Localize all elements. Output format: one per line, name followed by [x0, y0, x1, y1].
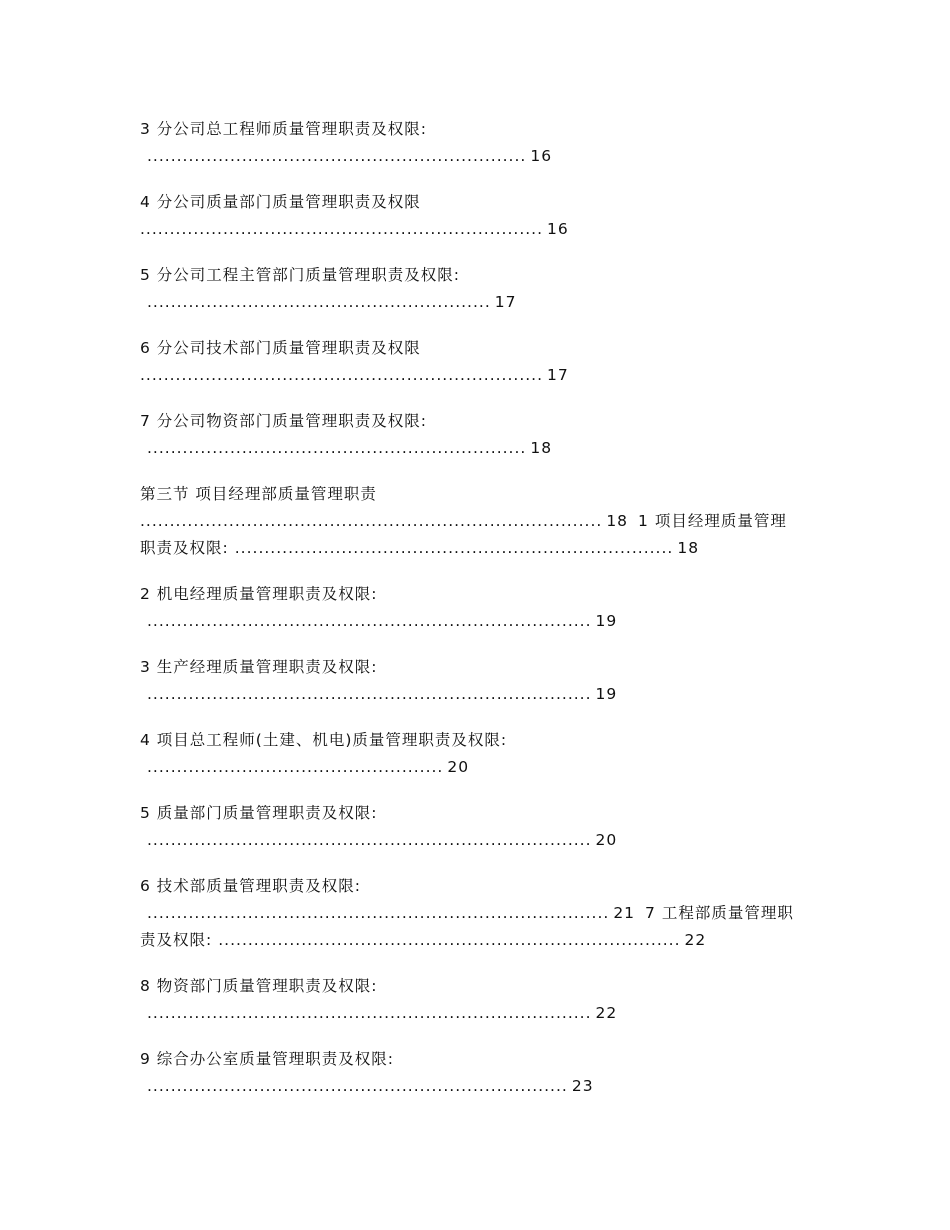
- toc-entry-leader: [140, 535, 820, 562]
- toc-section-title: 第三节 项目经理部质量管理职责: [140, 485, 377, 503]
- toc-entry-leader: [140, 143, 820, 170]
- toc-leader-dots: ...........................................................................: [147, 831, 592, 849]
- toc-entry-title: 2 机电经理质量管理职责及权限:: [140, 585, 378, 603]
- toc-leader-dots: ..............................................................................: [140, 512, 603, 530]
- toc-entry-leader: [140, 900, 820, 927]
- toc-entry-title: 3 生产经理质量管理职责及权限:: [140, 658, 378, 676]
- toc-entry-leader: [140, 435, 820, 462]
- toc-page-number: 23: [571, 1077, 594, 1095]
- toc-entry[interactable]: [140, 335, 820, 389]
- toc-entry-leader: [140, 681, 820, 708]
- toc-entry-title-continued: 职责及权限:: [140, 539, 229, 557]
- toc-entry-title: 7 分公司物资部门质量管理职责及权限:: [140, 412, 428, 430]
- toc-leader-dots: ..............................................................................: [218, 931, 681, 949]
- toc-entry[interactable]: [140, 189, 820, 243]
- toc-leader-dots: ...........................................................................: [147, 1004, 592, 1022]
- toc-page-number: 21: [613, 904, 636, 922]
- toc-entry[interactable]: [140, 408, 820, 462]
- toc-page-number: 16: [547, 220, 569, 238]
- toc-leader-dots: ..............................................................................: [147, 904, 610, 922]
- toc-page-number: 17: [494, 293, 517, 311]
- toc-leader-dots: ..........................................................: [147, 293, 491, 311]
- toc-entry-title: 5 质量部门质量管理职责及权限:: [140, 804, 378, 822]
- toc-entry[interactable]: [140, 581, 820, 635]
- toc-entry-title: 3 分公司总工程师质量管理职责及权限:: [140, 120, 428, 138]
- toc-entry-title: 4 项目总工程师(土建、机电)质量管理职责及权限:: [140, 731, 508, 749]
- toc-entry-title-continued: 责及权限:: [140, 931, 213, 949]
- toc-entry[interactable]: [140, 262, 820, 316]
- toc-entry[interactable]: [140, 800, 820, 854]
- toc-entry-title: 9 综合办公室质量管理职责及权限:: [140, 1050, 395, 1068]
- toc-entry-leader: [140, 1073, 820, 1100]
- toc-page-number: 22: [684, 931, 707, 949]
- toc-entry-leader: [140, 362, 820, 389]
- toc-leader-dots: ....................................................................: [140, 220, 544, 238]
- toc-page-number: 20: [447, 758, 470, 776]
- toc-entry[interactable]: [140, 1046, 820, 1100]
- toc-entry-leader: [140, 827, 820, 854]
- toc-section-entry[interactable]: [140, 481, 820, 562]
- toc-entry-title: 4 分公司质量部门质量管理职责及权限: [140, 193, 421, 211]
- toc-page-number: 18: [677, 539, 700, 557]
- toc-leader-dots: ...........................................................................: [147, 685, 592, 703]
- toc-entry-leader: [140, 289, 820, 316]
- toc-entry-leader: [140, 754, 820, 781]
- toc-leader-dots: ...........................................................................: [147, 612, 592, 630]
- toc-leader-dots: ................................................................: [147, 439, 527, 457]
- toc-page-number: 17: [547, 366, 569, 384]
- toc-leader-dots: ................................................................: [147, 147, 527, 165]
- toc-entry-title: 7 工程部质量管理职: [645, 904, 794, 922]
- toc-entry-title: 5 分公司工程主管部门质量管理职责及权限:: [140, 266, 461, 284]
- toc-page-number: 19: [595, 685, 618, 703]
- toc-entry[interactable]: [140, 727, 820, 781]
- toc-page-number: 18: [530, 439, 553, 457]
- toc-leader-dots: .......................................................................: [147, 1077, 568, 1095]
- toc-entry-leader: [140, 927, 820, 954]
- toc-entry-leader: [140, 216, 820, 243]
- toc-entry[interactable]: [140, 116, 820, 170]
- toc-entry[interactable]: [140, 973, 820, 1027]
- toc-leader-dots: ..................................................: [147, 758, 444, 776]
- toc-entry-leader: [140, 608, 820, 635]
- toc-page-number: 18: [606, 512, 629, 530]
- toc-entry[interactable]: [140, 654, 820, 708]
- toc-entry-title: 8 物资部门质量管理职责及权限:: [140, 977, 378, 995]
- toc-entry-title: 1 项目经理质量管理: [638, 512, 787, 530]
- toc-page-number: 19: [595, 612, 618, 630]
- toc-page-number: 16: [530, 147, 553, 165]
- toc-leader-dots: ..........................................................................: [234, 539, 674, 557]
- toc-entry-title: 6 分公司技术部门质量管理职责及权限: [140, 339, 421, 357]
- toc-leader-dots: ....................................................................: [140, 366, 544, 384]
- toc-page-number: 20: [595, 831, 618, 849]
- toc-entry[interactable]: [140, 873, 820, 954]
- toc-page-number: 22: [595, 1004, 618, 1022]
- table-of-contents: [140, 116, 820, 1119]
- toc-entry-title: 6 技术部质量管理职责及权限:: [140, 877, 362, 895]
- toc-entry-leader: [140, 508, 820, 535]
- toc-entry-leader: [140, 1000, 820, 1027]
